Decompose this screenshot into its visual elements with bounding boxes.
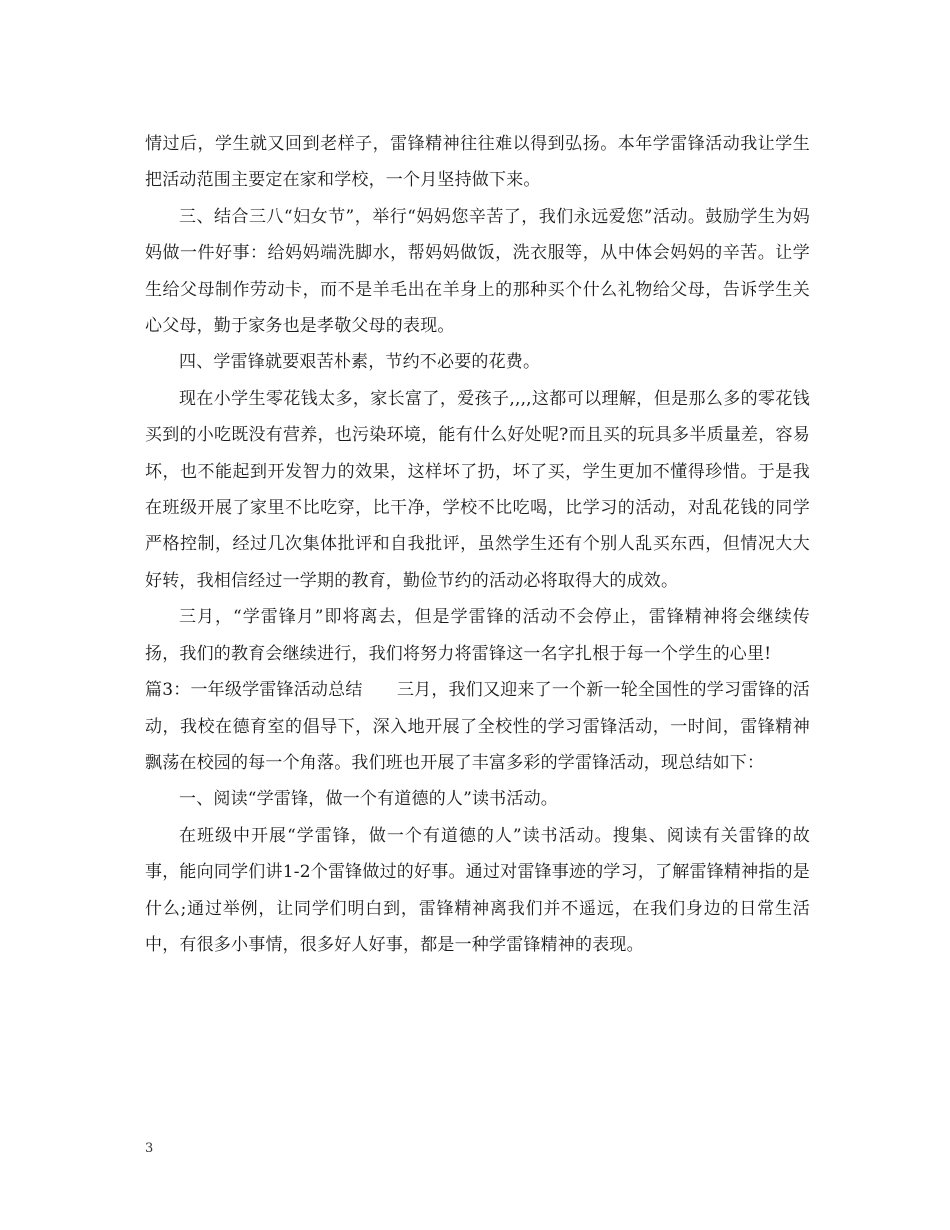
paragraph-section-3-intro: 篇3：一年级学雷锋活动总结 三月，我们又迎来了一个新一轮全国性的学习雷锋的活动，我校在德育室的倡导下，深入地开展了全校性的学习雷锋活动，一时间，雷锋精神飘荡在校园的每一个角落。我们班也开展了丰富多彩的学雷锋活动，现总结如下： (145, 680, 810, 773)
paragraph-march-conclusion: 三月，“学雷锋月”即将离去，但是学雷锋的活动不会停止，雷锋精神将会继续传扬，我们的教育会继续进行，我们将努力将雷锋这一名字扎根于每一个学生的心里! (145, 607, 810, 664)
paragraph-pocket-money: 现在小学生零花钱太多，家长富了，爱孩子,,,,这都可以理解，但是那么多的零花钱买到的小吃既没有营养，也污染环境，能有什么好处呢?而且买的玩具多半质量差，容易坏，也不能起到开发智力的效果，这样坏了扔，坏了买，学生更加不懂得珍惜。于是我在班级开展了家里不比吃穿，比干净，学校不比吃喝，比学习的活动，对乱花钱的同学严格控制，经过几次集体批评和自我批评，虽然学生还有个别人乱买东西，但情况大大好转，我相信经过一学期的教育，勤俭节约的活动必将取得大的成效。 (145, 388, 810, 591)
paragraph-reading-activity: 在班级中开展“学雷锋，做一个有道德的人”读书活动。搜集、阅读有关雷锋的故事，能向同学们讲1-2个雷锋做过的好事。通过对雷锋事迹的学习，了解雷锋精神指的是什么;通过举例，让同学们明白到，雷锋精神离我们并不遥远，在我们身边的日常生活中，有很多小事情，很多好人好事，都是一种学雷锋精神的表现。 (145, 825, 810, 955)
paragraph-continuation: 情过后，学生就又回到老样子，雷锋精神往往难以得到弘扬。本年学雷锋活动我让学生把活动范围主要定在家和学校，一个月坚持做下来。 (145, 134, 810, 191)
paragraph-reading-activity-heading: 一、阅读“学雷锋，做一个有道德的人”读书活动。 (179, 789, 558, 810)
document-body (145, 126, 810, 963)
paragraph-frugality-heading: 四、学雷锋就要艰苦朴素，节约不必要的花费。 (179, 352, 541, 373)
paragraph-womens-day-activity: 三、结合三八“妇女节”，举行“妈妈您辛苦了，我们永远爱您”活动。鼓励学生为妈妈做一件好事：给妈妈端洗脚水，帮妈妈做饭，洗衣服等，从中体会妈妈的辛苦。让学生给父母制作劳动卡，而不是羊毛出在羊身上的那种买个什么礼物给父母，告诉学生关心父母，勤于家务也是孝敬父母的表现。 (145, 206, 810, 337)
page-number: 3 (145, 1141, 154, 1156)
